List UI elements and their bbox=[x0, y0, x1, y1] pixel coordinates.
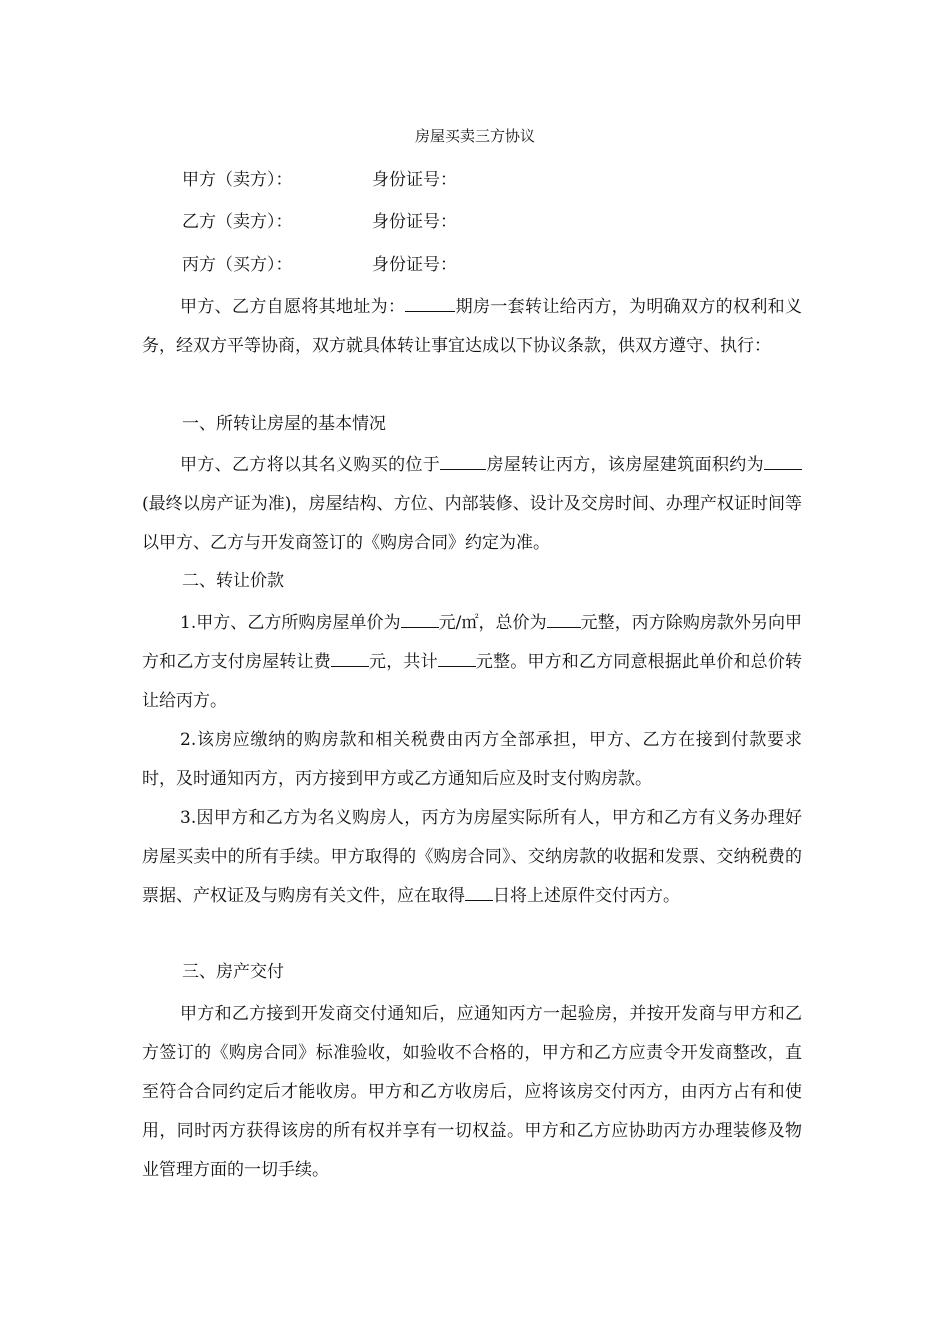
party-b-label: 乙方（卖方）： bbox=[182, 212, 293, 232]
party-c-id-label: 身份证号： bbox=[372, 255, 457, 275]
party-b-line bbox=[182, 210, 457, 234]
unit-price-blank bbox=[401, 610, 439, 628]
s2p1-text-3: 元整，丙方除购房款外另向甲方和乙方支付房屋转让费 bbox=[142, 613, 803, 672]
section-2-item-1 bbox=[142, 604, 802, 721]
party-a-label: 甲方（卖方）： bbox=[182, 170, 293, 190]
transfer-fee-blank bbox=[331, 649, 369, 667]
area-blank bbox=[764, 452, 802, 470]
intro-text-2: 期房一套转让给丙方，为明确双方的权利和义务，经双方平等协商，双方就具体转让事宜达成以下协议条款，供双方遵守、执行： bbox=[142, 297, 803, 356]
section-1-paragraph bbox=[142, 446, 802, 563]
section-1-heading: 一、所转让房屋的基本情况 bbox=[182, 414, 386, 434]
party-a-line bbox=[182, 168, 457, 192]
party-b-id-label: 身份证号： bbox=[372, 212, 457, 232]
s2p1-text-1: 1.甲方、乙方所购房屋单价为 bbox=[180, 613, 401, 633]
section-3-heading: 三、房产交付 bbox=[182, 962, 284, 982]
s1-text-1: 甲方、乙方将以其名义购买的位于 bbox=[180, 455, 441, 475]
party-a-id-label: 身份证号： bbox=[372, 170, 457, 190]
s2p1-text-2: 元/㎡，总价为 bbox=[438, 613, 547, 633]
section-3-paragraph: 甲方和乙方接到开发商交付通知后，应通知丙方一起验房，并按开发商与甲方和乙方签订的《购房合同》标准验收，如验收不合格的，甲方和乙方应责令开发商整改，直至符合合同约定后才能收房。甲方和乙方收房后，应将该房交付丙方，由丙方占有和使用，同时丙方获得该房的所有权并享有一切权益。甲方和乙方应协助丙方办理装修及物业管理方面的一切手续。 bbox=[142, 1004, 802, 1180]
party-c-label: 丙方（买方）： bbox=[182, 255, 293, 275]
s1-text-3: (最终以房产证为准)，房屋结构、方位、内部装修、设计及交房时间、办理产权证时间等以甲方、乙方与开发商签订的《购房合同》约定为准。 bbox=[142, 494, 802, 553]
total-price-blank bbox=[547, 610, 581, 628]
s2p3-text-2: 日将上述原件交付丙方。 bbox=[493, 886, 680, 906]
document-title: 房屋买卖三方协议 bbox=[414, 127, 535, 145]
intro-text-1: 甲方、乙方自愿将其地址为： bbox=[180, 297, 406, 317]
intro-paragraph bbox=[142, 288, 802, 366]
grand-total-blank bbox=[438, 649, 476, 667]
address-blank bbox=[405, 294, 455, 312]
s1-text-2: 房屋转让丙方，该房屋建筑面积约为 bbox=[486, 455, 764, 475]
s2p1-text-4: 元，共计 bbox=[368, 652, 438, 672]
s2p3-text-1: 3.因甲方和乙方为名义购房人，丙方为房屋实际所有人，甲方和乙方有义务办理好房屋买卖中的所有手续。甲方取得的《购房合同》、交纳房款的收据和发票、交纳税费的票据、产权证及与购房有关文件，应在取得 bbox=[142, 808, 802, 906]
location-blank bbox=[440, 452, 486, 470]
section-2-heading: 二、转让价款 bbox=[182, 571, 284, 591]
s2p1-text-5: 元整。甲方和乙方同意根据此单价和总价转让给丙方。 bbox=[142, 652, 803, 711]
days-blank bbox=[465, 883, 493, 901]
section-2-item-2: 2.该房应缴纳的购房款和相关税费由丙方全部承担，甲方、乙方在接到付款要求时，及时通知丙方，丙方接到甲方或乙方通知后应及时支付购房款。 bbox=[142, 730, 802, 789]
section-2-item-3 bbox=[142, 799, 802, 916]
party-c-line bbox=[182, 253, 457, 277]
